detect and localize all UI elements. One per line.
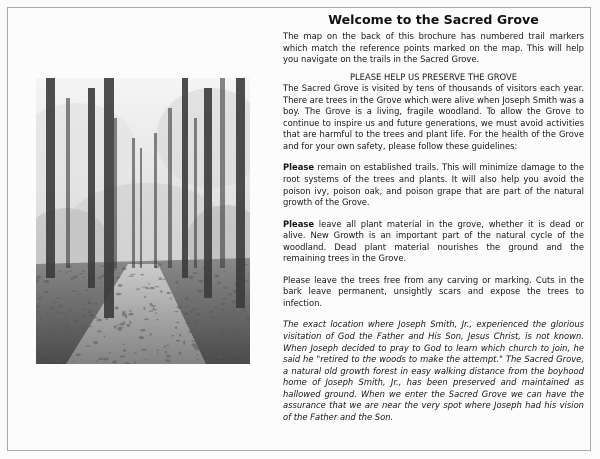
leaf-speckle [44, 352, 49, 353]
leaf-speckle [206, 354, 208, 356]
leaf-speckle [171, 335, 174, 337]
leaf-speckle [49, 305, 51, 308]
leaf-speckle [196, 313, 200, 316]
leaf-speckle [84, 326, 89, 329]
leaf-speckle [128, 275, 134, 276]
leaf-speckle [175, 281, 178, 284]
leaf-speckle [69, 336, 71, 339]
leaf-speckle [157, 350, 160, 351]
leaf-speckle [163, 279, 165, 280]
leaf-speckle [143, 307, 145, 310]
leaf-speckle [79, 292, 81, 295]
leaf-speckle [81, 328, 87, 330]
leaf-speckle [197, 358, 199, 360]
leaf-speckle [183, 342, 185, 345]
leaf-speckle [64, 343, 66, 344]
tree-trunk [154, 133, 157, 268]
leaf-speckle [137, 288, 139, 290]
leaf-speckle [188, 331, 194, 333]
leaf-speckle [82, 304, 85, 305]
guideline-text: Please leave the trees free from any carving or marking. Cuts in the bark leave permanent, unsightly scars and expose the trees to infection. [283, 274, 584, 308]
leaf-speckle [122, 311, 126, 314]
leaf-speckle [226, 360, 229, 361]
guideline-lead: Please [283, 162, 315, 173]
leaf-speckle [41, 296, 43, 299]
guideline-text: leave all plant material in the grove, whether it is dead or alive. New Growth is an important part of the natural cycle of the woodland. Dead plant material nourishes the ground and the remaining trees in the Grove. [283, 218, 584, 264]
leaf-speckle [219, 308, 223, 309]
leaf-speckle [160, 290, 162, 293]
leaf-speckle [53, 326, 56, 327]
tree-trunk [88, 88, 95, 288]
leaf-speckle [211, 334, 217, 336]
leaf-speckle [193, 272, 198, 274]
brochure-text-column [283, 12, 584, 423]
leaf-speckle [44, 280, 50, 283]
leaf-speckle [129, 310, 132, 311]
leaf-speckle [175, 311, 179, 312]
leaf-speckle [198, 333, 202, 335]
leaf-speckle [240, 309, 245, 311]
leaf-speckle [145, 359, 147, 361]
leaf-speckle [153, 307, 155, 310]
leaf-speckle [104, 358, 109, 360]
leaf-speckle [97, 331, 102, 333]
leaf-speckle [214, 274, 219, 277]
leaf-speckle [164, 346, 166, 348]
leaf-speckle [58, 271, 60, 272]
leaf-speckle [158, 278, 162, 280]
leaf-speckle [63, 351, 65, 352]
leaf-speckle [190, 310, 193, 313]
leaf-speckle [194, 346, 199, 348]
leaf-speckle [46, 312, 49, 314]
leaf-speckle [94, 317, 97, 319]
leaf-speckle [115, 306, 119, 309]
leaf-speckle [211, 350, 214, 353]
leaf-speckle [112, 360, 117, 363]
leaf-speckle [92, 303, 96, 304]
leaf-speckle [144, 319, 149, 321]
leaf-speckle [178, 352, 181, 355]
leaf-speckle [150, 303, 153, 306]
tree-trunk [104, 78, 114, 318]
leaf-speckle [177, 306, 183, 309]
leaf-speckle [61, 293, 63, 294]
leaf-speckle [85, 345, 91, 346]
leaf-speckle [214, 307, 218, 309]
leaf-speckle [88, 299, 91, 300]
leaf-speckle [217, 282, 221, 284]
tree-trunk [114, 118, 117, 268]
leaf-speckle [75, 353, 81, 356]
leaf-speckle [238, 347, 241, 349]
leaf-speckle [235, 336, 237, 339]
leaf-speckle [72, 276, 77, 279]
leaf-speckle [37, 311, 39, 314]
leaf-speckle [166, 359, 170, 362]
leaf-speckle [157, 263, 162, 266]
leaf-speckle [118, 284, 123, 287]
leaf-speckle [57, 311, 61, 314]
guideline-plants [283, 219, 584, 265]
leaf-speckle [36, 361, 38, 364]
guideline-lead: Please [283, 218, 315, 229]
leaf-speckle [40, 319, 43, 321]
leaf-speckle [42, 347, 44, 350]
leaf-speckle [66, 271, 68, 273]
leaf-speckle [116, 277, 121, 279]
guideline-carving [283, 275, 584, 310]
tree-trunk [182, 78, 188, 278]
leaf-speckle [120, 323, 125, 326]
leaf-speckle [176, 340, 180, 342]
leaf-speckle [237, 316, 239, 318]
leaf-speckle [222, 298, 227, 300]
tree-trunk [204, 88, 212, 298]
leaf-speckle [59, 305, 63, 308]
tree-trunk [140, 148, 142, 268]
leaf-speckle [155, 286, 159, 287]
leaf-speckle [114, 325, 117, 328]
leaf-speckle [62, 313, 68, 315]
leaf-speckle [108, 352, 111, 354]
leaf-speckle [36, 276, 41, 279]
leaf-speckle [84, 290, 89, 291]
leaf-speckle [51, 361, 56, 362]
leaf-speckle [234, 330, 236, 333]
leaf-speckle [51, 329, 55, 331]
leaf-speckle [232, 306, 234, 307]
tree-trunk [46, 78, 55, 278]
leaf-speckle [138, 288, 140, 289]
leaf-speckle [185, 323, 189, 324]
leaf-speckle [142, 287, 148, 288]
leaf-speckle [209, 310, 213, 313]
leaf-speckle [84, 309, 87, 311]
preserve-paragraph: The Sacred Grove is visited by tens of thousands of visitors each year. There are trees in the Grove which were alive when Joseph Smith was a boy. The Grove is a living, fragile woodland. To allow the Grove to continue to inspire us and future generations, we must avoid activities that are harmful to the trees and plant life. For the health of the Grove and for your own safety, please follow these guidelines: [283, 83, 584, 151]
leaf-speckle [189, 276, 193, 279]
leaf-speckle [134, 352, 137, 353]
leaf-speckle [120, 356, 125, 358]
leaf-speckle [117, 324, 119, 325]
leaf-speckle [96, 361, 98, 362]
leaf-speckle [97, 277, 101, 280]
leaf-speckle [83, 315, 85, 318]
leaf-speckle [236, 327, 238, 330]
tree-trunk [66, 98, 70, 268]
leaf-speckle [147, 284, 150, 285]
leaf-speckle [38, 334, 40, 336]
leaf-speckle [232, 309, 236, 310]
leaf-speckle [166, 345, 170, 346]
leaf-speckle [118, 327, 123, 328]
leaf-speckle [39, 297, 42, 300]
leaf-speckle [79, 273, 84, 274]
leaf-speckle [73, 346, 76, 348]
closing-paragraph: The exact location where Joseph Smith, Jr., experienced the glorious visitation of God the Father and His Son, Jesus Christ, is not known. When Joseph decided to pray to God to learn which church to join, he said he "retired to the woods to make the attempt." The Sacred Grove, a natural old growth forest in easy walking distance from the boyhood home of Joseph Smith, Jr., has been preserved and maintained as hallowed ground. When we enter the Sacred Grove we can have the assurance that we are near the very spot where Joseph had his vision of the Father and the Son. [283, 319, 584, 422]
leaf-speckle [197, 288, 199, 289]
leaf-speckle [184, 312, 189, 315]
leaf-speckle [193, 308, 196, 311]
leaf-speckle [117, 328, 122, 331]
leaf-speckle [98, 358, 103, 361]
leaf-speckle [231, 300, 236, 303]
leaf-speckle [170, 298, 172, 300]
leaf-speckle [165, 351, 167, 354]
leaf-speckle [175, 326, 177, 329]
leaf-speckle [221, 302, 226, 305]
leaf-speckle [97, 319, 102, 322]
leaf-speckle [57, 336, 62, 339]
leaf-speckle [184, 306, 189, 307]
leaf-speckle [176, 322, 180, 323]
leaf-speckle [100, 265, 104, 266]
leaf-speckle [197, 289, 202, 292]
leaf-speckle [224, 348, 229, 351]
tree-trunk [132, 138, 135, 268]
page-title: Welcome to the Sacred Grove [328, 12, 539, 27]
leaf-speckle [40, 342, 44, 344]
leaf-speckle [93, 341, 98, 344]
leaf-speckle [43, 280, 45, 281]
leaf-speckle [196, 354, 198, 356]
leaf-speckle [224, 271, 226, 272]
leaf-speckle [179, 334, 181, 337]
leaf-speckle [44, 291, 49, 293]
leaf-speckle [146, 288, 150, 290]
leaf-speckle [64, 322, 69, 325]
leaf-speckle [54, 301, 58, 303]
leaf-speckle [65, 326, 71, 328]
leaf-speckle [191, 341, 196, 342]
leaf-speckle [246, 317, 250, 320]
leaf-speckle [122, 268, 127, 271]
tree-trunk [194, 118, 197, 268]
leaf-speckle [167, 292, 171, 294]
leaf-speckle [150, 333, 152, 336]
leaf-speckle [87, 310, 92, 312]
leaf-speckle [134, 361, 136, 364]
leaf-speckle [96, 303, 98, 305]
tree-trunk [236, 78, 245, 308]
leaf-speckle [73, 361, 75, 362]
leaf-speckle [150, 287, 155, 289]
leaf-speckle [66, 325, 68, 327]
leaf-speckle [194, 320, 200, 323]
leaf-speckle [88, 311, 91, 313]
leaf-speckle [88, 301, 91, 304]
leaf-speckle [36, 304, 40, 307]
leaf-speckle [215, 317, 218, 319]
tree-trunk [168, 108, 172, 268]
leaf-speckle [100, 281, 102, 283]
leaf-speckle [243, 311, 249, 312]
intro-paragraph: The map on the back of this brochure has numbered trail markers which match the reference points marked on the map. This will help you navigate on the trails in the Sacred Grove. [283, 31, 584, 65]
leaf-speckle [131, 274, 136, 275]
tree-trunk [220, 78, 225, 268]
leaf-speckle [127, 324, 131, 327]
leaf-speckle [72, 291, 77, 293]
leaf-speckle [222, 329, 225, 330]
leaf-speckle [218, 355, 223, 358]
leaf-speckle [140, 329, 146, 332]
leaf-speckle [75, 320, 80, 323]
leaf-speckle [82, 270, 84, 272]
leaf-speckle [204, 360, 210, 362]
leaf-speckle [245, 280, 249, 282]
leaf-speckle [237, 351, 240, 354]
leaf-speckle [228, 294, 232, 296]
leaf-speckle [123, 344, 125, 346]
leaf-speckle [142, 349, 147, 351]
leaf-speckle [89, 326, 93, 327]
leaf-speckle [141, 274, 144, 276]
leaf-speckle [227, 315, 233, 316]
leaf-speckle [129, 321, 131, 324]
leaf-speckle [152, 309, 158, 310]
guideline-trails [283, 162, 584, 208]
leaf-speckle [185, 297, 189, 300]
leaf-speckle [138, 336, 144, 339]
leaf-speckle [198, 280, 203, 283]
leaf-speckle [155, 312, 157, 314]
leaf-speckle [191, 343, 197, 346]
leaf-speckle [244, 346, 249, 348]
leaf-speckle [116, 293, 122, 296]
leaf-speckle [90, 314, 95, 317]
guideline-text: remain on established trails. This will minimize damage to the root systems of the trees and plants. It will also help you avoid the poison ivy, poison oak, and poison grape that are part of the natural growth of the Grove. [283, 162, 584, 208]
leaf-speckle [245, 361, 248, 362]
leaf-speckle [67, 329, 72, 330]
leaf-speckle [123, 349, 126, 352]
leaf-speckle [56, 325, 58, 327]
leaf-speckle [157, 353, 159, 354]
leaf-speckle [70, 270, 72, 272]
forest-path-photo [36, 78, 250, 364]
leaf-speckle [148, 311, 153, 312]
preserve-heading: PLEASE HELP US PRESERVE THE GROVE [349, 71, 518, 82]
leaf-speckle [82, 277, 86, 278]
leaf-speckle [68, 309, 72, 311]
leaf-speckle [223, 287, 227, 289]
leaf-speckle [57, 359, 61, 362]
leaf-speckle [56, 297, 61, 298]
leaf-speckle [144, 296, 146, 298]
leaf-speckle [128, 313, 133, 316]
leaf-speckle [156, 319, 158, 321]
leaf-speckle [104, 335, 106, 337]
leaf-speckle [166, 355, 171, 358]
leaf-speckle [221, 334, 224, 337]
